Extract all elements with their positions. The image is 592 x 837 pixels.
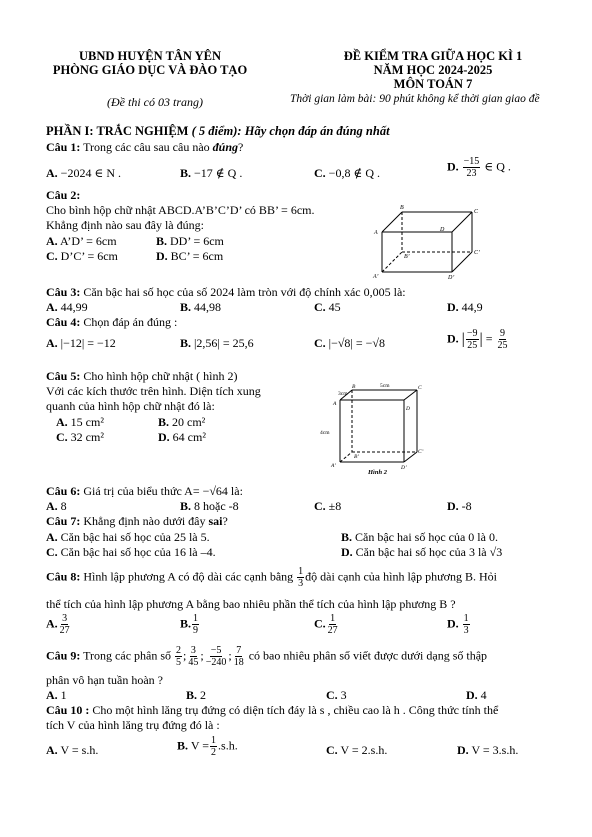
opt-letter: C.: [326, 688, 338, 702]
opt-letter: D.: [447, 331, 459, 346]
q5-stem: [46, 369, 238, 384]
q8-option-d[interactable]: [447, 613, 471, 636]
q7-emph: sai: [208, 514, 223, 528]
q8-fraction: [297, 566, 304, 589]
q4-d-frac1: [466, 328, 479, 351]
q9-line2: phân vô hạn tuần hoàn ?: [46, 673, 163, 687]
q7-option-c[interactable]: [46, 545, 216, 560]
q8-b-num: 1: [193, 613, 199, 624]
q9-c-text: 3: [340, 688, 347, 702]
exam-title: ĐỀ KIỂM TRA GIỮA HỌC KÌ 1: [343, 49, 523, 63]
q10-d-text: V = 3.s.h.: [471, 743, 519, 757]
q6-label: Câu 6:: [46, 484, 81, 498]
q5-fig-4cm: 4cm: [320, 430, 330, 436]
q4-d-frac2: [497, 328, 509, 351]
q2-box-figure: [370, 200, 490, 280]
q10-b-frac: [210, 735, 217, 758]
q3-a-text: 44,99: [60, 300, 88, 314]
q3-option-a[interactable]: [46, 300, 88, 315]
q2-fig-c2: C’: [474, 250, 480, 256]
opt-letter: C.: [314, 166, 326, 180]
opt-letter: A.: [46, 499, 58, 513]
q8-option-a[interactable]: [46, 613, 72, 636]
q10-b-num: 1: [211, 735, 217, 746]
q9-text2: có bao nhiêu phân số viết được dưới dạng số thập: [248, 648, 488, 663]
q1-option-c[interactable]: [314, 166, 380, 181]
opt-letter: B.: [186, 688, 198, 702]
q9-f3-den: −240: [205, 657, 227, 668]
q6-d-text: -8: [461, 499, 472, 513]
q9-stem: Câu 9: Trong các phân số $\frac{2}{5}$ ; $\frac{3}{45}$ ; $\frac{-5}{-240}$ ; $\frac{7}{18}$ có bao nhiêu phân số viết được dưới dạng số thập: [46, 645, 488, 668]
q5-c-text: 32 cm²: [70, 430, 104, 444]
opt-letter: D.: [457, 743, 469, 757]
q3-d-text: 44,9: [461, 300, 483, 314]
q3-label: Câu 3:: [46, 285, 81, 299]
q8-line2: thể tích của hình lập phương A bằng bao nhiêu phần thể tích của hình lập phương B ?: [46, 597, 456, 611]
q4-option-a[interactable]: [46, 336, 116, 351]
opt-letter: A.: [46, 743, 58, 757]
q5-b-text: 20 cm²: [172, 415, 206, 429]
q9-f1-num: 2: [176, 645, 182, 656]
equals: =: [485, 331, 493, 346]
q8-num: 1: [298, 566, 304, 577]
q7-c-text: Căn bậc hai số học của 16 là –4.: [60, 545, 216, 559]
opt-letter: C.: [314, 300, 326, 314]
q10-line2: tích V của hình lăng trụ đứng đó là :: [46, 718, 220, 732]
opt-letter: A.: [46, 530, 58, 544]
q4-c-text: |−√8| = −√8: [328, 336, 385, 350]
q9-f3-num: −5: [210, 645, 222, 656]
q1-d-tail: ∈ Q .: [484, 159, 511, 174]
q5-option-b[interactable]: [158, 415, 205, 430]
q8-b-den: 9: [193, 625, 199, 636]
q2-fig-a2: A’: [373, 274, 379, 280]
q9-f4-num: 7: [236, 645, 242, 656]
q2-option-c[interactable]: [46, 249, 118, 264]
opt-letter: D.: [447, 300, 459, 314]
q6-option-c[interactable]: [314, 499, 341, 514]
q4-d-num1: −9: [466, 328, 478, 339]
section-title-main: PHẦN I: TRẮC NGHIỆM: [46, 124, 189, 138]
q2-line1: Cho bình hộp chữ nhật ABCD.A’B’C’D’ có BB’ = 6cm.: [46, 203, 315, 217]
q8-d-den: 3: [463, 625, 469, 636]
q10-b-pre: V =: [190, 738, 210, 753]
q6-stem: [46, 484, 243, 499]
opt-letter: B.: [180, 616, 192, 631]
opt-letter: C.: [314, 499, 326, 513]
opt-letter: C.: [314, 616, 326, 631]
q5-fig-b2: B’: [354, 454, 360, 460]
q8-text1: Hình lập phương A có độ dài các cạnh bằng: [83, 569, 294, 584]
opt-letter: B.: [180, 300, 192, 314]
q5-label: Câu 5:: [46, 369, 81, 383]
q1-tail: ?: [238, 140, 244, 154]
q5-fig-c2: C’: [418, 449, 424, 455]
q8-b-frac: [192, 613, 199, 636]
q6-a-text: 8: [60, 499, 67, 513]
q4-d-den1: 25: [467, 340, 478, 351]
q10-option-d[interactable]: [457, 743, 518, 758]
q5-option-a[interactable]: [56, 415, 104, 430]
q10-c-text: V = 2.s.h.: [340, 743, 388, 757]
opt-letter: D.: [466, 688, 478, 702]
q7-b-text: Căn bậc hai số học của 0 là 0.: [355, 530, 498, 544]
section-title-sub: ( 5 điểm): Hãy chọn đáp án đúng nhất: [191, 124, 390, 138]
opt-letter: A.: [46, 166, 58, 180]
q3-option-c[interactable]: [314, 300, 341, 315]
opt-letter: B.: [158, 415, 170, 429]
opt-letter: C.: [326, 743, 338, 757]
q5-line2: Với các kích thước trên hình. Diện tích xung: [46, 384, 261, 398]
q9-frac-3: [205, 645, 228, 668]
subject: MÔN TOÁN 7: [393, 77, 473, 91]
opt-letter: B.: [156, 234, 168, 248]
q9-option-b[interactable]: [186, 688, 206, 703]
q5-fig-d2: D’: [401, 465, 407, 471]
q1-d-num: −15: [463, 156, 480, 167]
q1-option-b[interactable]: [180, 166, 242, 181]
school-year: NĂM HỌC 2024-2025: [373, 63, 493, 77]
opt-letter: A.: [56, 415, 68, 429]
q5-fig-c: C: [418, 385, 422, 391]
q10-line1: Cho một hình lăng trụ đứng có diện tích đáy là s , chiều cao là h . Công thức tính thể: [92, 703, 499, 717]
opt-letter: D.: [341, 545, 353, 559]
q2-fig-a: A: [374, 230, 378, 236]
q10-option-c[interactable]: [326, 743, 387, 758]
q10-a-text: V = s.h.: [60, 743, 99, 757]
q2-label: Câu 2:: [46, 188, 81, 202]
q1-d-fraction: [463, 156, 481, 179]
q9-b-text: 2: [200, 688, 207, 702]
q5-fig-a: A: [333, 401, 337, 407]
q8-label: Câu 8:: [46, 569, 81, 584]
q7-text: Khẳng định nào dưới đây: [83, 514, 206, 528]
q10-option-b[interactable]: [177, 735, 238, 758]
q10-label: Câu 10 :: [46, 703, 90, 717]
q1-a-text: −2024 ∈ N .: [60, 166, 121, 180]
opt-letter: B.: [177, 738, 189, 753]
q10-option-a[interactable]: [46, 743, 98, 758]
time-note: Thời gian làm bài: 90 phút không kể thời gian giao đề: [290, 93, 540, 105]
q5-option-c[interactable]: [56, 430, 104, 445]
opt-letter: D.: [447, 499, 459, 513]
q5-a-text: 15 cm²: [70, 415, 104, 429]
q2-option-b[interactable]: [156, 234, 224, 249]
q4-option-c[interactable]: [314, 336, 385, 351]
q6-option-a[interactable]: [46, 499, 67, 514]
q5-d-text: 64 cm²: [172, 430, 206, 444]
q7-option-b[interactable]: [341, 530, 498, 545]
q9-frac-2: [187, 645, 199, 668]
q3-option-b[interactable]: [180, 300, 221, 315]
q2-b-text: DD’ = 6cm: [170, 234, 224, 248]
q4-d-num2: 9: [500, 328, 505, 339]
q8-a-den: 27: [59, 625, 70, 636]
q1-text: Trong các câu sau câu nào: [83, 140, 210, 154]
q9-f1-den: 5: [176, 657, 182, 668]
q6-c-text: ±8: [328, 499, 342, 513]
q3-c-text: 45: [328, 300, 341, 314]
q5-fig-3cm: 3cm: [338, 391, 348, 397]
q1-stem: [46, 140, 243, 155]
q10-b-post: .s.h.: [218, 738, 238, 753]
q8-c-num: 1: [330, 613, 336, 624]
q9-option-c[interactable]: [326, 688, 347, 703]
q5-fig-d: D: [406, 406, 410, 412]
q9-a-text: 1: [60, 688, 67, 702]
abs-bar-right: |: [479, 330, 483, 348]
q2-line2: Khẳng định nào sau đây là đúng:: [46, 218, 204, 232]
opt-letter: D.: [447, 159, 459, 174]
q8-d-frac: [463, 613, 470, 636]
q1-c-text: −0,8 ∉ Q .: [328, 166, 380, 180]
opt-letter: C.: [46, 545, 58, 559]
q1-option-a[interactable]: [46, 166, 121, 181]
page-count-note: (Đề thi có 03 trang): [107, 95, 203, 109]
q7-tail: ?: [222, 514, 228, 528]
q9-f2-num: 3: [190, 645, 196, 656]
q10-stem: [46, 703, 498, 718]
q9-text1: Trong các phân số: [83, 648, 172, 663]
q8-option-c[interactable]: [314, 613, 340, 636]
q2-fig-c: C: [474, 209, 479, 215]
q5-text: Cho hình hộp chữ nhật ( hình 2): [83, 369, 238, 383]
q8-stem: [46, 566, 497, 589]
opt-letter: C.: [314, 336, 326, 350]
q5-fig-b: B: [352, 384, 356, 390]
q4-stem: [46, 315, 177, 330]
q6-option-d[interactable]: [447, 499, 472, 514]
q8-text2: độ dài cạnh của hình lập phương B. Hỏi: [305, 569, 497, 584]
q4-d-den2: 25: [497, 340, 508, 351]
q8-c-frac: [327, 613, 339, 636]
q4-option-d[interactable]: [447, 328, 510, 351]
q2-c-text: D’C’ = 6cm: [60, 249, 118, 263]
q5-fig-5cm: 5cm: [380, 383, 390, 389]
q2-option-a[interactable]: [46, 234, 117, 249]
q7-option-d[interactable]: [341, 545, 502, 560]
q5-fig-a2: A’: [331, 463, 336, 469]
q10-b-den: 2: [211, 747, 217, 758]
q9-label: Câu 9:: [46, 648, 81, 663]
q4-b-text: |2,56| = 25,6: [194, 336, 254, 350]
q2-fig-d: D: [440, 227, 445, 233]
q9-f2-den: 45: [188, 657, 199, 668]
opt-letter: D.: [447, 616, 459, 631]
opt-letter: C.: [46, 249, 58, 263]
q1-label: Câu 1:: [46, 140, 81, 154]
q5-line3: quanh của hình hộp chữ nhật đó là:: [46, 399, 215, 413]
q9-frac-1: [175, 645, 182, 668]
q3-b-text: 44,98: [194, 300, 222, 314]
abs-bar-left: |: [461, 330, 465, 348]
q8-d-num: 1: [463, 613, 469, 624]
q7-label: Câu 7:: [46, 514, 81, 528]
q9-frac-4: [233, 645, 245, 668]
q3-option-d[interactable]: [447, 300, 483, 315]
q2-a-text: A’D’ = 6cm: [60, 234, 117, 248]
opt-letter: A.: [46, 336, 58, 350]
q1-d-den: 23: [466, 168, 477, 179]
q2-option-d[interactable]: [156, 249, 223, 264]
q9-option-d[interactable]: [466, 688, 487, 703]
q4-a-text: |−12| = −12: [60, 336, 116, 350]
q9-f4-den: 18: [233, 657, 244, 668]
q7-stem: [46, 514, 228, 529]
q3-stem: [46, 285, 406, 300]
q9-d-text: 4: [480, 688, 487, 702]
q5-option-d[interactable]: [158, 430, 206, 445]
opt-letter: B.: [180, 166, 192, 180]
q6-option-b[interactable]: [180, 499, 239, 514]
q1-emph: đúng: [212, 140, 239, 154]
q7-d-text: Căn bậc hai số học của 3 là √3: [355, 545, 503, 559]
q8-c-den: 27: [327, 625, 338, 636]
q9-option-a[interactable]: [46, 688, 67, 703]
opt-letter: B.: [341, 530, 353, 544]
q2-fig-b2: B’: [404, 254, 410, 260]
q4-text: Chọn đáp án đúng :: [83, 315, 178, 329]
q6-text: Giá trị của biểu thức A= −√64 là:: [83, 484, 243, 498]
opt-letter: A.: [46, 300, 58, 314]
q7-a-text: Căn bậc hai số học của 25 là 5.: [60, 530, 210, 544]
opt-letter: A.: [46, 234, 58, 248]
q1-b-text: −17 ∉ Q .: [194, 166, 243, 180]
school-department: PHÒNG GIÁO DỤC VÀ ĐÀO TẠO: [52, 63, 248, 77]
q7-option-a[interactable]: [46, 530, 210, 545]
school-district: UBND HUYỆN TÂN YÊN: [78, 49, 222, 63]
opt-letter: A.: [46, 688, 58, 702]
opt-letter: D.: [156, 249, 168, 263]
q2-fig-d2: D’: [448, 275, 455, 280]
q8-a-num: 3: [62, 613, 68, 624]
q4-option-b[interactable]: [180, 336, 254, 351]
q1-option-d[interactable]: [447, 156, 511, 179]
q4-label: Câu 4:: [46, 315, 81, 329]
q5-box-figure: [312, 380, 432, 480]
q8-den: 3: [298, 578, 304, 589]
opt-letter: B.: [180, 336, 192, 350]
q3-text: Căn bậc hai số học của số 2024 làm tròn với độ chính xác 0,005 là:: [83, 285, 406, 299]
section-title: [46, 124, 390, 139]
q2-fig-b: B: [400, 205, 404, 211]
q6-b-text: 8 hoặc -8: [194, 499, 239, 513]
q2-d-text: BC’ = 6cm: [170, 249, 224, 263]
opt-letter: B.: [180, 499, 192, 513]
opt-letter: C.: [56, 430, 68, 444]
opt-letter: D.: [158, 430, 170, 444]
q8-a-frac: [59, 613, 71, 636]
q8-option-b[interactable]: [180, 613, 200, 636]
q5-fig-caption: Hình 2: [368, 469, 387, 476]
opt-letter: A.: [46, 616, 58, 631]
